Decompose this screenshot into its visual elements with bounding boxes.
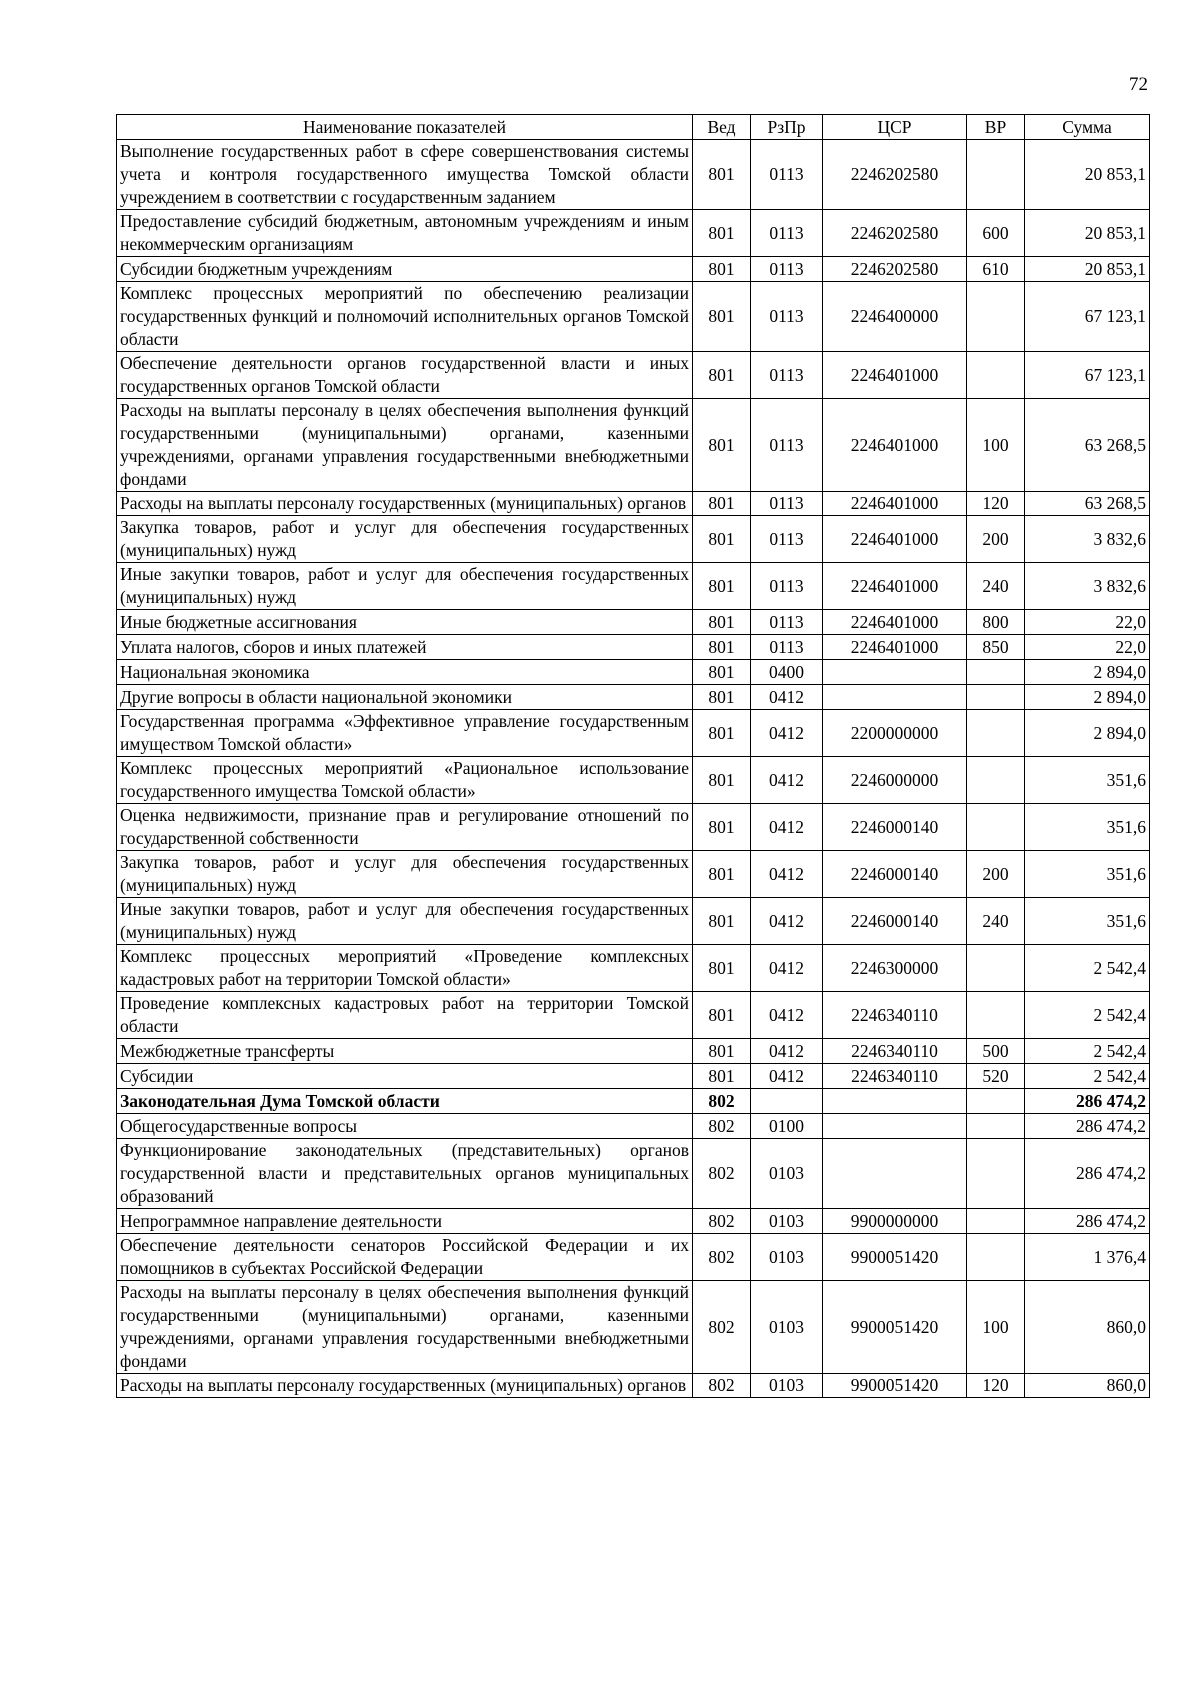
table-row [117,757,1150,804]
cell-ved: 801 [693,851,751,898]
cell-rzpr: 0412 [751,851,823,898]
cell-vr [967,1234,1025,1281]
cell-ved: 801 [693,352,751,399]
cell-name: Комплекс процессных мероприятий «Рациональное использование государственного имущества Томской области» [117,757,693,804]
table-row [117,563,1150,610]
cell-csr: 2246202580 [823,140,967,210]
cell-name: Непрограммное направление деятельности [117,1209,693,1234]
cell-vr: 120 [967,1374,1025,1398]
cell-name: Иные бюджетные ассигнования [117,610,693,635]
cell-rzpr: 0103 [751,1234,823,1281]
cell-csr: 2246202580 [823,257,967,282]
cell-sum: 286 474,2 [1025,1209,1150,1234]
cell-csr [823,1139,967,1209]
budget-table [116,114,1150,1398]
cell-sum: 20 853,1 [1025,140,1150,210]
cell-csr: 2246000140 [823,804,967,851]
cell-name: Иные закупки товаров, работ и услуг для обеспечения государственных (муниципальных) нужд [117,898,693,945]
cell-name: Расходы на выплаты персоналу в целях обеспечения выполнения функций государственными (муниципальными) органами, казенными учреждениями, органами управления государственными внебюджетными фондами [117,1281,693,1374]
cell-vr [967,660,1025,685]
cell-csr: 2246401000 [823,563,967,610]
cell-vr [967,352,1025,399]
cell-vr: 240 [967,898,1025,945]
page-number: 72 [1129,74,1148,95]
cell-rzpr: 0113 [751,210,823,257]
table-row [117,1234,1150,1281]
cell-ved: 801 [693,710,751,757]
cell-ved: 801 [693,282,751,352]
cell-vr [967,945,1025,992]
cell-sum: 351,6 [1025,898,1150,945]
cell-ved: 801 [693,660,751,685]
cell-name: Функционирование законодательных (представительных) органов государственной власти и представительных органов муниципальных образований [117,1139,693,1209]
cell-rzpr: 0100 [751,1114,823,1139]
table-row [117,1281,1150,1374]
cell-rzpr: 0113 [751,352,823,399]
cell-rzpr: 0113 [751,516,823,563]
cell-csr: 2246202580 [823,210,967,257]
table-header-row [117,115,1150,140]
cell-csr [823,660,967,685]
cell-csr: 2246401000 [823,635,967,660]
cell-ved: 802 [693,1281,751,1374]
cell-csr: 2246401000 [823,352,967,399]
cell-vr: 240 [967,563,1025,610]
cell-sum: 286 474,2 [1025,1089,1150,1114]
cell-sum: 2 542,4 [1025,1064,1150,1089]
cell-rzpr: 0113 [751,635,823,660]
cell-rzpr: 0412 [751,945,823,992]
cell-vr: 600 [967,210,1025,257]
cell-vr: 800 [967,610,1025,635]
cell-rzpr: 0113 [751,257,823,282]
cell-rzpr: 0412 [751,757,823,804]
cell-ved: 801 [693,635,751,660]
cell-rzpr: 0412 [751,1064,823,1089]
table-row [117,635,1150,660]
table-row [117,399,1150,492]
cell-name: Комплекс процессных мероприятий «Проведение комплексных кадастровых работ на территории Томской области» [117,945,693,992]
cell-rzpr: 0113 [751,140,823,210]
cell-sum: 63 268,5 [1025,492,1150,516]
cell-ved: 801 [693,210,751,257]
cell-name: Другие вопросы в области национальной экономики [117,685,693,710]
cell-sum: 3 832,6 [1025,563,1150,610]
cell-name: Обеспечение деятельности органов государственной власти и иных государственных органов Томской области [117,352,693,399]
cell-rzpr: 0113 [751,563,823,610]
cell-csr: 9900051420 [823,1281,967,1374]
table-row [117,1139,1150,1209]
cell-rzpr: 0412 [751,804,823,851]
cell-name: Законодательная Дума Томской области [117,1089,693,1114]
table-row [117,352,1150,399]
cell-name: Обеспечение деятельности сенаторов Российской Федерации и их помощников в субъектах Российской Федерации [117,1234,693,1281]
cell-csr: 2246000140 [823,851,967,898]
cell-vr: 120 [967,492,1025,516]
table-row [117,898,1150,945]
cell-sum: 63 268,5 [1025,399,1150,492]
cell-csr: 2246340110 [823,1039,967,1064]
cell-sum: 2 542,4 [1025,945,1150,992]
cell-sum: 286 474,2 [1025,1114,1150,1139]
table-row [117,516,1150,563]
cell-csr: 2246401000 [823,610,967,635]
cell-name: Закупка товаров, работ и услуг для обеспечения государственных (муниципальных) нужд [117,516,693,563]
table-row [117,210,1150,257]
cell-ved: 802 [693,1139,751,1209]
cell-name: Субсидии [117,1064,693,1089]
cell-ved: 801 [693,898,751,945]
cell-vr: 100 [967,1281,1025,1374]
cell-rzpr: 0400 [751,660,823,685]
cell-vr [967,685,1025,710]
cell-rzpr: 0113 [751,492,823,516]
table-row [117,1114,1150,1139]
cell-sum: 20 853,1 [1025,210,1150,257]
cell-ved: 802 [693,1089,751,1114]
cell-name: Комплекс процессных мероприятий по обеспечению реализации государственных функций и полномочий исполнительных органов Томской области [117,282,693,352]
cell-rzpr: 0412 [751,1039,823,1064]
header-rzpr: РзПр [751,115,823,140]
table-row [117,1374,1150,1398]
table-row [117,610,1150,635]
table-row [117,140,1150,210]
cell-csr: 2246340110 [823,1064,967,1089]
cell-rzpr: 0113 [751,610,823,635]
cell-csr: 2246340110 [823,992,967,1039]
cell-csr [823,1114,967,1139]
header-csr: ЦСР [823,115,967,140]
cell-name: Закупка товаров, работ и услуг для обеспечения государственных (муниципальных) нужд [117,851,693,898]
cell-name: Расходы на выплаты персоналу в целях обеспечения выполнения функций государственными (муниципальными) органами, казенными учреждениями, органами управления государственными внебюджетными фондами [117,399,693,492]
cell-csr: 2246300000 [823,945,967,992]
cell-ved: 801 [693,610,751,635]
table-row [117,804,1150,851]
cell-sum: 2 542,4 [1025,1039,1150,1064]
cell-csr: 2246000000 [823,757,967,804]
cell-csr: 9900051420 [823,1234,967,1281]
cell-vr [967,1139,1025,1209]
cell-vr: 100 [967,399,1025,492]
table-row [117,282,1150,352]
cell-vr: 610 [967,257,1025,282]
table-row [117,851,1150,898]
cell-rzpr: 0412 [751,685,823,710]
cell-sum: 2 894,0 [1025,660,1150,685]
table-row [117,492,1150,516]
cell-ved: 801 [693,757,751,804]
cell-sum: 2 894,0 [1025,685,1150,710]
cell-ved: 801 [693,945,751,992]
cell-csr [823,685,967,710]
cell-vr [967,1114,1025,1139]
cell-sum: 67 123,1 [1025,352,1150,399]
cell-sum: 20 853,1 [1025,257,1150,282]
header-name: Наименование показателей [117,115,693,140]
cell-ved: 801 [693,257,751,282]
cell-vr [967,992,1025,1039]
cell-name: Государственная программа «Эффективное управление государственным имуществом Томской области» [117,710,693,757]
cell-sum: 860,0 [1025,1374,1150,1398]
cell-sum: 351,6 [1025,851,1150,898]
table-row [117,257,1150,282]
cell-vr [967,757,1025,804]
cell-vr: 850 [967,635,1025,660]
cell-rzpr: 0103 [751,1374,823,1398]
cell-rzpr: 0103 [751,1139,823,1209]
cell-name: Выполнение государственных работ в сфере совершенствования системы учета и контроля государственного имущества Томской области учреждением в соответствии с государственным заданием [117,140,693,210]
cell-name: Национальная экономика [117,660,693,685]
table-row [117,945,1150,992]
cell-rzpr: 0412 [751,710,823,757]
cell-name: Проведение комплексных кадастровых работ на территории Томской области [117,992,693,1039]
cell-ved: 801 [693,399,751,492]
cell-sum: 351,6 [1025,804,1150,851]
cell-vr [967,710,1025,757]
cell-ved: 802 [693,1209,751,1234]
cell-vr: 200 [967,516,1025,563]
cell-ved: 801 [693,992,751,1039]
cell-csr: 9900000000 [823,1209,967,1234]
cell-csr: 2246400000 [823,282,967,352]
cell-vr [967,804,1025,851]
cell-name: Оценка недвижимости, признание прав и регулирование отношений по государственной собственности [117,804,693,851]
cell-sum: 3 832,6 [1025,516,1150,563]
cell-vr [967,282,1025,352]
cell-name: Субсидии бюджетным учреждениям [117,257,693,282]
cell-csr: 9900051420 [823,1374,967,1398]
cell-csr: 2246401000 [823,516,967,563]
cell-sum: 286 474,2 [1025,1139,1150,1209]
cell-sum: 22,0 [1025,610,1150,635]
header-sum: Сумма [1025,115,1150,140]
cell-rzpr: 0103 [751,1209,823,1234]
cell-sum: 351,6 [1025,757,1150,804]
cell-ved: 801 [693,492,751,516]
table-row [117,710,1150,757]
header-vr: ВР [967,115,1025,140]
cell-rzpr: 0412 [751,992,823,1039]
table-row [117,685,1150,710]
cell-sum: 1 376,4 [1025,1234,1150,1281]
cell-rzpr [751,1089,823,1114]
cell-rzpr: 0103 [751,1281,823,1374]
cell-ved: 801 [693,685,751,710]
cell-sum: 860,0 [1025,1281,1150,1374]
cell-ved: 802 [693,1114,751,1139]
cell-vr: 520 [967,1064,1025,1089]
table-row [117,1089,1150,1114]
cell-name: Уплата налогов, сборов и иных платежей [117,635,693,660]
cell-name: Расходы на выплаты персоналу государственных (муниципальных) органов [117,1374,693,1398]
cell-csr: 2200000000 [823,710,967,757]
cell-sum: 67 123,1 [1025,282,1150,352]
cell-ved: 801 [693,563,751,610]
cell-ved: 801 [693,516,751,563]
cell-csr: 2246401000 [823,399,967,492]
cell-ved: 801 [693,140,751,210]
cell-ved: 801 [693,804,751,851]
cell-sum: 2 542,4 [1025,992,1150,1039]
cell-vr: 200 [967,851,1025,898]
cell-rzpr: 0113 [751,399,823,492]
cell-rzpr: 0412 [751,898,823,945]
cell-sum: 22,0 [1025,635,1150,660]
cell-rzpr: 0113 [751,282,823,352]
table-row [117,1064,1150,1089]
table-row [117,1039,1150,1064]
cell-name: Предоставление субсидий бюджетным, автономным учреждениям и иным некоммерческим организациям [117,210,693,257]
cell-csr: 2246000140 [823,898,967,945]
cell-name: Иные закупки товаров, работ и услуг для обеспечения государственных (муниципальных) нужд [117,563,693,610]
cell-vr [967,1089,1025,1114]
cell-name: Межбюджетные трансферты [117,1039,693,1064]
cell-sum: 2 894,0 [1025,710,1150,757]
cell-vr [967,1209,1025,1234]
cell-ved: 802 [693,1374,751,1398]
cell-ved: 801 [693,1039,751,1064]
table-row [117,1209,1150,1234]
cell-csr [823,1089,967,1114]
table-row [117,992,1150,1039]
cell-csr: 2246401000 [823,492,967,516]
cell-name: Расходы на выплаты персоналу государственных (муниципальных) органов [117,492,693,516]
cell-vr: 500 [967,1039,1025,1064]
cell-vr [967,140,1025,210]
cell-name: Общегосударственные вопросы [117,1114,693,1139]
cell-ved: 802 [693,1234,751,1281]
table-row [117,660,1150,685]
cell-ved: 801 [693,1064,751,1089]
header-ved: Вед [693,115,751,140]
